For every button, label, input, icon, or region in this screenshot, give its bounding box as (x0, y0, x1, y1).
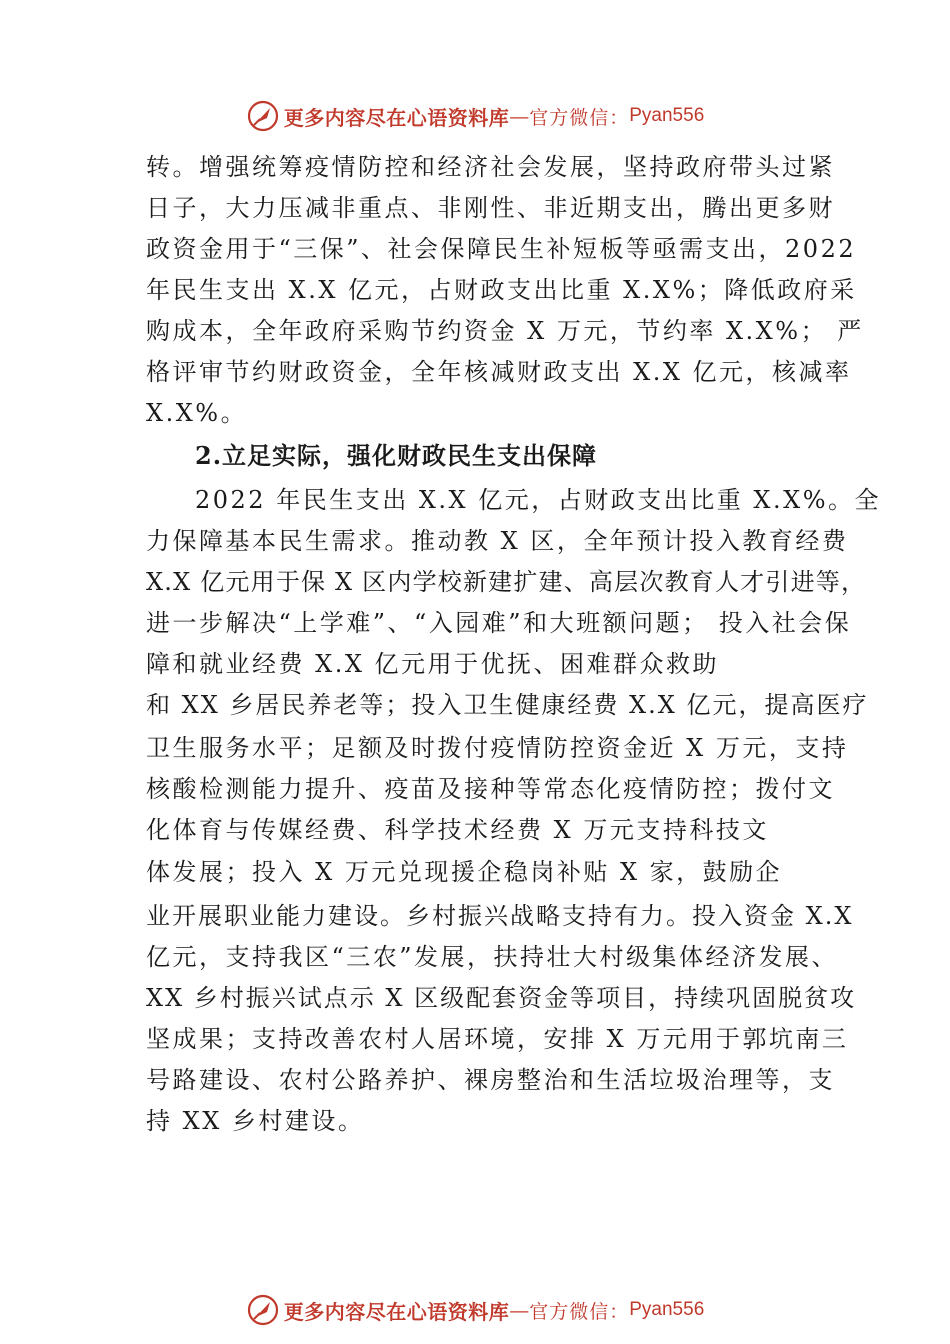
text-line: 2022 年民生支出 X.X 亿元，占财政支出比重 X.X%。全 (195, 486, 881, 514)
text-line: 亿元，支持我区“三农”发展，扶持壮大村级集体经济发展、 (146, 943, 839, 971)
text-line: 进一步解决“上学难”、“入园难”和大班额问题； 投入社会保 (146, 609, 852, 637)
footer-banner (0, 1290, 950, 1330)
text-line: 化体育与传媒经费、科学技术经费 X 万元支持科技文 (146, 816, 769, 844)
banner-wechat-id: Pyan556 (629, 105, 705, 126)
text-line: 日子，大力压减非重点、非刚性、非近期支出，腾出更多财 (146, 194, 835, 222)
text-line: 卫生服务水平；足额及时拨付疫情防控资金近 X 万元，支持 (146, 734, 849, 762)
text-line: X.X%。 (146, 399, 248, 427)
banner-title: 更多内容尽在心语资料库 (283, 105, 510, 130)
text-line: 年民生支出 X.X 亿元，占财政支出比重 X.X%；降低政府采 (146, 276, 857, 304)
text-line: X.X 亿元用于保 X 区内学校新建扩建、高层次教育人才引进等， (146, 568, 867, 596)
header-banner (0, 96, 950, 136)
quill-logo-icon (246, 99, 280, 133)
text-line: 障和就业经费 X.X 亿元用于优抚、困难群众救助 (146, 650, 720, 678)
quill-logo-icon (246, 1293, 280, 1327)
text-line: 格评审节约财政资金，全年核减财政支出 X.X 亿元，核减率 (146, 358, 852, 386)
banner-dash: — (509, 1298, 530, 1322)
banner-dash: — (509, 104, 530, 128)
banner-wechat-label: 官方微信： (529, 106, 630, 129)
section-heading: 2.立足实际，强化财政民生支出保障 (195, 441, 598, 470)
text-line: XX 乡村振兴试点示 X 区级配套资金等项目，持续巩固脱贫攻 (146, 984, 857, 1012)
text-line: 体发展；投入 X 万元兑现援企稳岗补贴 X 家，鼓励企 (146, 858, 783, 886)
text-line: 坚成果；支持改善农村人居环境，安排 X 万元用于郭坑南三 (146, 1025, 849, 1053)
text-line: 核酸检测能力提升、疫苗及接种等常态化疫情防控；拨付文 (146, 775, 835, 803)
text-line: 政资金用于“三保”、社会保障民生补短板等亟需支出，2022 (146, 235, 857, 263)
text-line: 力保障基本民生需求。推动教 X 区，全年预计投入教育经费 (146, 527, 849, 555)
text-line: 转。增强统筹疫情防控和经济社会发展，坚持政府带头过紧 (146, 153, 835, 181)
text-line: 购成本，全年政府采购节约资金 X 万元，节约率 X.X%； 严 (146, 317, 864, 345)
text-line: 号路建设、农村公路养护、裸房整治和生活垃圾治理等，支 (146, 1066, 835, 1094)
text-line: 持 XX 乡村建设。 (146, 1107, 365, 1135)
text-line: 和 XX 乡居民养老等；投入卫生健康经费 X.X 亿元，提高医疗 (146, 691, 869, 719)
text-line: 业开展职业能力建设。乡村振兴战略支持有力。投入资金 X.X (146, 902, 854, 930)
banner-wechat-label: 官方微信： (529, 1300, 630, 1323)
banner-title: 更多内容尽在心语资料库 (283, 1299, 510, 1324)
banner-wechat-id: Pyan556 (629, 1299, 705, 1320)
